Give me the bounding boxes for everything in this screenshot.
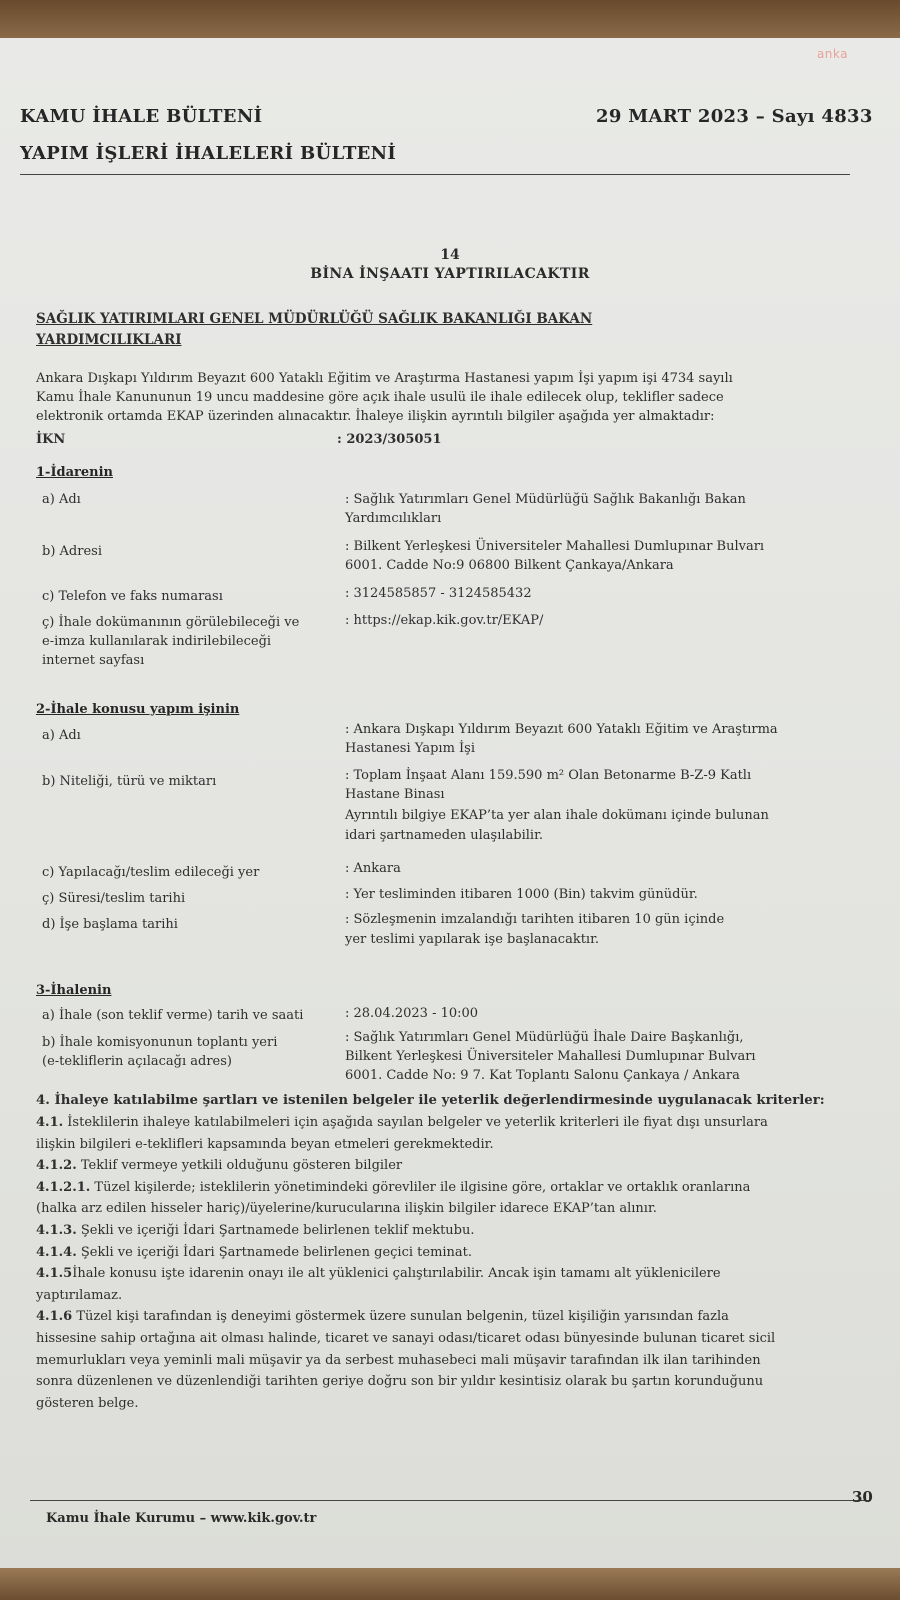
clause-text: hissesine sahip ortağına ait olması halinde, ticaret ve sanayi odası/ticaret odası bünyesinde bulunan ticaret sicil — [36, 1331, 776, 1346]
s1-b-value-1: : Bilkent Yerleşkesi Üniversiteler Mahallesi Dumlupınar Bulvarı — [345, 539, 765, 554]
section-4-line — [36, 1157, 402, 1175]
clause-text: Teklif vermeye yetkili olduğunu gösteren bilgiler — [76, 1158, 403, 1174]
s1-cc-label-1: ç) İhale dokümanının görülebileceği ve — [42, 615, 300, 630]
s3-b-value-2: Bilkent Yerleşkesi Üniversiteler Mahallesi Dumlupınar Bulvarı — [345, 1049, 756, 1064]
section-4-line — [36, 1200, 657, 1218]
s2-d-value-2: yer teslimi yapılarak işe başlanacaktır. — [345, 932, 600, 947]
clause-text: ilişkin bilgileri e-teklifleri kapsamında beyan etmeleri gerekmektedir. — [36, 1136, 494, 1152]
s1-cc-label-3: internet sayfası — [42, 653, 145, 668]
section-4-line — [36, 1308, 729, 1326]
section-2-title: 2-İhale konusu yapım işinin — [36, 702, 240, 717]
notice-number: 14 — [440, 247, 460, 263]
s2-cc-value: : Yer tesliminden itibaren 1000 (Bin) takvim günüdür. — [345, 887, 698, 902]
bulletin-title: KAMU İHALE BÜLTENİ — [20, 106, 263, 127]
s3-a-value: : 28.04.2023 - 10:00 — [345, 1006, 479, 1021]
section-1-title: 1-İdarenin — [36, 465, 113, 480]
bulletin-subtitle: YAPIM İŞLERİ İHALELERİ BÜLTENİ — [20, 143, 397, 164]
clause-text: sonra düzenlenen ve düzenlendiği tarihten geriye doğru son bir yıldır kesintisiz olarak bu şartın korunduğunu — [36, 1374, 764, 1390]
intro-line-2: Kamu İhale Kanununun 19 uncu maddesine göre açık ihale usulü ile ihale edilecek olup, teklifler sadece — [36, 390, 724, 405]
s1-b-value-2: 6001. Cadde No:9 06800 Bilkent Çankaya/Ankara — [345, 558, 674, 573]
background-bottom-edge — [0, 1568, 900, 1600]
clause-number: 4.1.3. — [36, 1223, 77, 1238]
clause-text: İhale konusu işte idarenin onayı ile alt yüklenici çalıştırılabilir. Ancak işin tamamı alt yüklenicilere — [72, 1266, 721, 1282]
footer-publisher: Kamu İhale Kurumu – www.kik.gov.tr — [46, 1511, 317, 1526]
s1-b-label: b) Adresi — [42, 544, 102, 559]
authority-name-line1: SAĞLIK YATIRIMLARI GENEL MÜDÜRLÜĞÜ SAĞLIK BAKANLIĞI BAKAN — [36, 311, 593, 327]
clause-number: 4.1.4. — [36, 1244, 77, 1260]
clause-number: 4.1.6 — [36, 1309, 73, 1325]
s2-b-value-3: Ayrıntılı bilgiye EKAP’ta yer alan ihale dokümanı içinde bulunan — [345, 808, 769, 823]
s1-a-label: a) Adı — [42, 492, 81, 507]
section-4-line — [36, 1179, 750, 1197]
s2-c-value: : Ankara — [345, 861, 401, 876]
watermark-logo: anka — [816, 47, 848, 61]
background-top-edge — [0, 0, 900, 40]
s3-b-value-3: 6001. Cadde No: 9 7. Kat Toplantı Salonu Çankaya / Ankara — [345, 1068, 740, 1083]
s3-b-value-1: : Sağlık Yatırımları Genel Müdürlüğü İhale Daire Başkanlığı, — [345, 1030, 744, 1045]
s2-b-label: b) Niteliği, türü ve miktarı — [42, 774, 217, 789]
page-number: 30 — [852, 1488, 873, 1506]
clause-text: memurlukları veya yeminli mali müşavir ya da serbest muhasebeci mali müşavir tarafından ilk ilan tarihinden — [36, 1352, 761, 1368]
clause-text: Tüzel kişilerde; isteklilerin yönetimindeki görevliler ile ilgisine göre, ortaklar ve ortaklık oranlarına — [90, 1179, 751, 1195]
clause-number: 4.1. — [36, 1115, 64, 1130]
s2-a-value-2: Hastanesi Yapım İşi — [345, 741, 475, 756]
s1-cc-label-2: e-imza kullanılarak indirilebileceği — [42, 634, 272, 649]
s2-b-value-4: idari şartnameden ulaşılabilir. — [345, 828, 543, 843]
section-4-line — [36, 1352, 761, 1370]
s2-b-value-1: : Toplam İnşaat Alanı 159.590 m² Olan Betonarme B-Z-9 Katlı — [345, 768, 752, 783]
clause-number: 4.1.5 — [36, 1266, 73, 1282]
clause-text: (halka arz edilen hisseler hariç)/üyelerine/kurucularına ilişkin bilgiler idarece EKAP’tan alınır. — [36, 1201, 657, 1217]
s2-c-label: c) Yapılacağı/teslim edileceği yer — [42, 865, 260, 880]
header-divider — [20, 174, 850, 175]
section-4-title: 4. İhaleye katılabilme şartları ve istenilen belgeler ile yeterlik değerlendirmesinde uygulanacak kriterler: — [36, 1093, 825, 1108]
s1-c-value: : 3124585857 - 3124585432 — [345, 586, 532, 601]
section-4-line — [36, 1244, 472, 1262]
ikn-value: : 2023/305051 — [337, 432, 442, 447]
section-4-line — [36, 1330, 775, 1348]
s2-d-label: d) İşe başlama tarihi — [42, 917, 178, 932]
s2-a-label: a) Adı — [42, 728, 81, 743]
intro-line-3: elektronik ortamda EKAP üzerinden alınacaktır. İhaleye ilişkin ayrıntılı bilgiler aşağıda yer almaktadır: — [36, 409, 715, 424]
s2-d-value-1: : Sözleşmenin imzalandığı tarihten itibaren 10 gün içinde — [345, 912, 725, 927]
notice-title: BİNA İNŞAATI YAPTIRILACAKTIR — [310, 266, 590, 282]
clause-number: 4.1.2. — [36, 1158, 77, 1174]
clause-text: İsteklilerin ihaleye katılabilmeleri için aşağıda sayılan belgeler ve yeterlik kriterleri ile fiyat dışı unsurlara — [63, 1115, 768, 1130]
clause-text: Tüzel kişi tarafından iş deneyimi göstermek üzere sunulan belgenin, tüzel kişiliğin yarısından fazla — [72, 1309, 729, 1325]
s1-cc-value: : https://ekap.kik.gov.tr/EKAP/ — [345, 613, 544, 628]
section-4-line — [36, 1373, 763, 1391]
authority-name-line2: YARDIMCILIKLARI — [36, 332, 182, 348]
footer-divider — [30, 1500, 870, 1501]
s1-a-value-1: : Sağlık Yatırımları Genel Müdürlüğü Sağlık Bakanlığı Bakan — [345, 492, 746, 507]
clause-text: gösteren belge. — [36, 1395, 139, 1411]
clause-text: Şekli ve içeriği İdari Şartnamede belirlenen teklif mektubu. — [76, 1223, 475, 1238]
s3-b-label-1: b) İhale komisyonunun toplantı yeri — [42, 1035, 278, 1050]
clause-text: yaptırılamaz. — [36, 1287, 123, 1303]
intro-line-1: Ankara Dışkapı Yıldırım Beyazıt 600 Yataklı Eğitim ve Araştırma Hastanesi yapım İşi yapım işi 4734 sayılı — [36, 371, 733, 386]
ikn-label: İKN — [36, 432, 66, 447]
s1-c-label: c) Telefon ve faks numarası — [42, 589, 223, 604]
bulletin-date-issue: 29 MART 2023 – Sayı 4833 — [596, 106, 873, 127]
s3-a-label: a) İhale (son teklif verme) tarih ve saati — [42, 1008, 304, 1023]
s1-a-value-2: Yardımcılıkları — [345, 511, 442, 526]
section-4-line — [36, 1287, 122, 1305]
section-4-line — [36, 1136, 494, 1154]
s2-cc-label: ç) Süresi/teslim tarihi — [42, 891, 186, 906]
section-4-line — [36, 1265, 721, 1283]
s2-a-value-1: : Ankara Dışkapı Yıldırım Beyazıt 600 Yataklı Eğitim ve Araştırma — [345, 722, 778, 737]
section-4-line — [36, 1222, 475, 1240]
section-3-title: 3-İhalenin — [36, 983, 112, 998]
section-4-line — [36, 1114, 768, 1132]
clause-text: Şekli ve içeriği İdari Şartnamede belirlenen geçici teminat. — [76, 1244, 473, 1260]
s3-b-label-2: (e-tekliflerin açılacağı adres) — [42, 1054, 232, 1069]
section-4-line — [36, 1395, 138, 1413]
s2-b-value-2: Hastane Binası — [345, 787, 445, 802]
clause-number: 4.1.2.1. — [36, 1179, 91, 1195]
